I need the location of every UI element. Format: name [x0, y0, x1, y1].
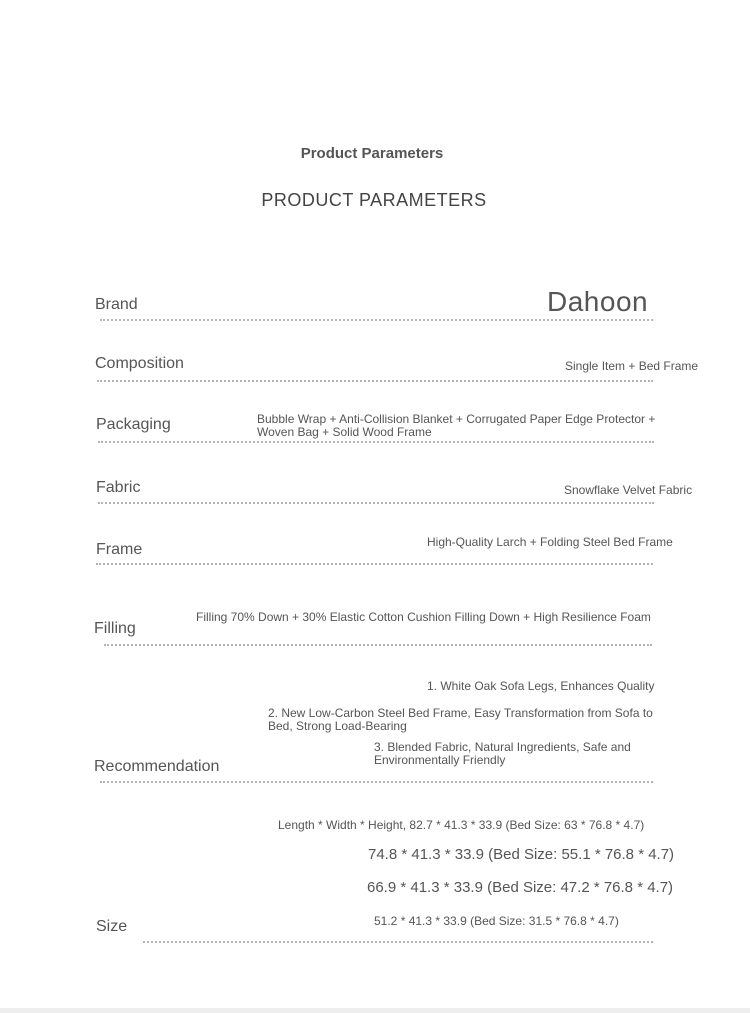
composition-value: Single Item + Bed Frame [565, 359, 699, 373]
fabric-label: Fabric [96, 479, 141, 496]
composition-label: Composition [95, 355, 184, 372]
divider [100, 319, 653, 321]
divider [100, 781, 653, 783]
brand-label: Brand [95, 296, 138, 313]
filling-label: Filling [94, 620, 136, 637]
page-subtitle: PRODUCT PARAMETERS [261, 190, 487, 210]
packaging-value: Bubble Wrap + Anti-Collision Blanket + Corrugated Paper Edge Protector + Woven Bag + Solid Wood Frame [257, 412, 656, 439]
divider [98, 502, 654, 504]
fabric-value: Snowflake Velvet Fabric [564, 483, 693, 497]
frame-value: High-Quality Larch + Folding Steel Bed Frame [427, 535, 673, 549]
brand-value: Dahoon [547, 286, 649, 317]
divider [143, 941, 653, 943]
size-line: 51.2 * 41.3 * 33.9 (Bed Size: 31.5 * 76.8 * 4.7) [374, 914, 619, 928]
divider [104, 644, 652, 646]
filling-value: Filling 70% Down + 30% Elastic Cotton Cushion Filling Down + High Resilience Foam [196, 610, 651, 624]
frame-label: Frame [96, 541, 143, 558]
recommendation-item: 2. New Low-Carbon Steel Bed Frame, Easy Transformation from Sofa to Bed, Strong Load-Bearing [268, 706, 653, 733]
bottom-border [0, 1008, 750, 1013]
divider [96, 563, 653, 565]
size-line: 74.8 * 41.3 * 33.9 (Bed Size: 55.1 * 76.8 * 4.7) [368, 846, 675, 863]
packaging-label: Packaging [96, 416, 171, 433]
divider [97, 380, 653, 382]
recommendation-item: 3. Blended Fabric, Natural Ingredients, Safe and Environmentally Friendly [374, 740, 631, 767]
size-line: 66.9 * 41.3 * 33.9 (Bed Size: 47.2 * 76.8 * 4.7) [367, 879, 674, 896]
size-label: Size [96, 918, 128, 935]
size-line: Length * Width * Height, 82.7 * 41.3 * 33.9 (Bed Size: 63 * 76.8 * 4.7) [278, 818, 645, 832]
page-title: Product Parameters [300, 145, 444, 162]
recommendation-label: Recommendation [94, 758, 220, 775]
recommendation-item: 1. White Oak Sofa Legs, Enhances Quality [427, 679, 655, 693]
divider [98, 441, 654, 443]
